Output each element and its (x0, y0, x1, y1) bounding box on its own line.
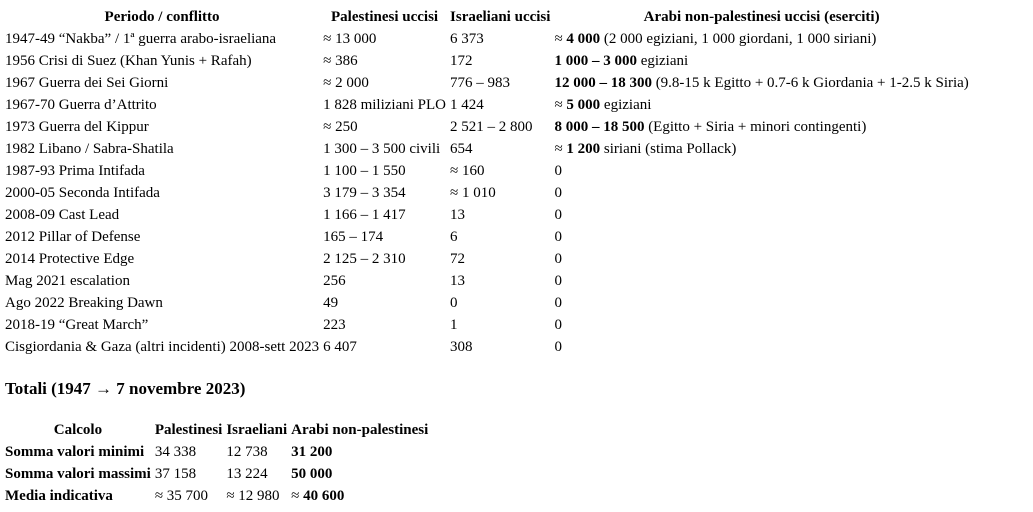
cell-israelis: 2 521 – 2 800 (450, 119, 533, 135)
cell-period: 1947-49 “Nakba” / 1ª guerra arabo-israeliana (5, 31, 277, 47)
totals-cell-israelis: 12 738 (226, 444, 268, 460)
cell-period: 2000-05 Seconda Intifada (5, 185, 160, 201)
cell-arabs-value: 1 200 (566, 141, 601, 157)
cell-arabs-prefix: ≈ (554, 97, 567, 113)
cell-arabs-value: 12 000 – 18 300 (554, 75, 652, 91)
totals-cell-label: Somma valori minimi (5, 444, 145, 460)
header-period: Periodo / conflitto (104, 9, 220, 25)
totals-row (3, 441, 430, 463)
table-header-row (3, 6, 971, 28)
cell-palestinians: ≈ 386 (323, 53, 358, 69)
cell-palestinians: ≈ 2 000 (323, 75, 369, 91)
cell-palestinians: 1 828 miliziani PLO (323, 97, 447, 113)
cell-arabs-detail: (9.8-15 k Egitto + 0.7-6 k Giordania + 1-2.5 k Siria) (651, 75, 969, 91)
table-row (3, 94, 971, 116)
totals-header-palestinians: Palestinesi (154, 422, 223, 438)
cell-arabs (552, 116, 970, 138)
header-arabs: Arabi non-palestinesi uccisi (eserciti) (643, 9, 880, 25)
totals-header-calc: Calcolo (53, 422, 103, 438)
table-row (3, 72, 971, 94)
table-row (3, 292, 971, 314)
cell-israelis: 0 (450, 295, 458, 311)
cell-arabs (552, 204, 970, 226)
totals-header-row (3, 419, 430, 441)
table-row (3, 270, 971, 292)
cell-period: 1967 Guerra dei Sei Giorni (5, 75, 169, 91)
cell-arabs (552, 226, 970, 248)
conflict-casualties-table (3, 6, 971, 358)
totals-cell-arabs-value: 50 000 (291, 466, 333, 482)
cell-period: Cisgiordania & Gaza (altri incidenti) 2008-sett 2023 (5, 339, 320, 355)
cell-arabs-detail: 0 (554, 185, 562, 201)
cell-israelis: 6 (450, 229, 458, 245)
cell-israelis: 172 (450, 53, 473, 69)
totals-cell-arabs (289, 463, 430, 485)
cell-palestinians: 223 (323, 317, 346, 333)
cell-israelis: 776 – 983 (450, 75, 511, 91)
cell-israelis: 1 (450, 317, 458, 333)
totals-cell-palestinians: 37 158 (154, 466, 197, 482)
cell-period: 1973 Guerra del Kippur (5, 119, 149, 135)
totals-header-arabs: Arabi non-palestinesi (291, 422, 429, 438)
cell-period: Mag 2021 escalation (5, 273, 130, 289)
cell-arabs-detail: 0 (554, 295, 562, 311)
cell-palestinians: 49 (323, 295, 339, 311)
table-row (3, 182, 971, 204)
cell-arabs-detail: 0 (554, 317, 562, 333)
totals-table (3, 419, 430, 507)
totals-cell-arabs-value: 31 200 (291, 444, 333, 460)
totals-row (3, 485, 430, 507)
cell-arabs-detail: 0 (554, 273, 562, 289)
cell-arabs (552, 182, 970, 204)
cell-arabs (552, 72, 970, 94)
cell-israelis: 72 (450, 251, 466, 267)
cell-period: 1956 Crisi di Suez (Khan Yunis + Rafah) (5, 53, 252, 69)
cell-arabs (552, 138, 970, 160)
cell-arabs (552, 270, 970, 292)
totals-rows (3, 441, 430, 507)
cell-period: 2008-09 Cast Lead (5, 207, 120, 223)
cell-arabs-value: 8 000 – 18 500 (554, 119, 645, 135)
cell-palestinians: ≈ 250 (323, 119, 358, 135)
cell-arabs-value: 1 000 – 3 000 (554, 53, 637, 69)
table-row (3, 336, 971, 358)
cell-period: 1987-93 Prima Intifada (5, 163, 145, 179)
cell-arabs-detail: siriani (stima Pollack) (600, 141, 737, 157)
table-row (3, 226, 971, 248)
header-israelis: Israeliani uccisi (450, 9, 551, 25)
cell-israelis: 13 (450, 207, 466, 223)
cell-israelis: ≈ 1 010 (450, 185, 496, 201)
totals-cell-israelis: 13 224 (226, 466, 268, 482)
cell-palestinians: 1 100 – 1 550 (323, 163, 406, 179)
totals-cell-label: Media indicativa (5, 488, 113, 504)
table-row (3, 204, 971, 226)
cell-arabs (552, 248, 970, 270)
cell-arabs-detail: 0 (554, 207, 562, 223)
cell-period: 2012 Pillar of Defense (5, 229, 141, 245)
cell-palestinians: ≈ 13 000 (323, 31, 377, 47)
table-row (3, 138, 971, 160)
cell-arabs-detail: 0 (554, 163, 562, 179)
cell-arabs-value: 5 000 (566, 97, 601, 113)
cell-arabs-detail: (Egitto + Siria + minori contingenti) (644, 119, 867, 135)
totals-row (3, 463, 430, 485)
table-row (3, 314, 971, 336)
cell-arabs (552, 314, 970, 336)
cell-palestinians: 6 407 (323, 339, 357, 355)
cell-arabs-prefix: ≈ (554, 141, 567, 157)
cell-arabs (552, 160, 970, 182)
cell-arabs-detail: (2 000 egiziani, 1 000 giordani, 1 000 siriani) (600, 31, 877, 47)
cell-period: 2018-19 “Great March” (5, 317, 149, 333)
totals-cell-label: Somma valori massimi (5, 466, 151, 482)
cell-arabs-detail: 0 (554, 251, 562, 267)
totals-cell-arabs (289, 441, 430, 463)
cell-period: 1982 Libano / Sabra-Shatila (5, 141, 174, 157)
cell-arabs (552, 50, 970, 72)
cell-palestinians: 256 (323, 273, 346, 289)
cell-period: 2014 Protective Edge (5, 251, 135, 267)
totals-cell-palestinians: 34 338 (154, 444, 197, 460)
cell-palestinians: 2 125 – 2 310 (323, 251, 406, 267)
cell-palestinians: 1 166 – 1 417 (323, 207, 406, 223)
cell-arabs-detail: egiziani (600, 97, 652, 113)
totals-cell-arabs (289, 485, 430, 507)
cell-arabs (552, 292, 970, 314)
cell-palestinians: 1 300 – 3 500 civili (323, 141, 441, 157)
cell-arabs-detail: 0 (554, 229, 562, 245)
totals-heading: Totali (1947 → 7 novembre 2023) (5, 379, 246, 398)
table-row (3, 28, 971, 50)
totals-cell-arabs-prefix: ≈ (291, 488, 304, 504)
cell-palestinians: 165 – 174 (323, 229, 384, 245)
table-row (3, 50, 971, 72)
cell-israelis: 6 373 (450, 31, 484, 47)
table-row (3, 160, 971, 182)
cell-israelis: 654 (450, 141, 473, 157)
totals-cell-palestinians: ≈ 35 700 (154, 488, 209, 504)
cell-arabs-detail: egiziani (636, 53, 689, 69)
cell-arabs-prefix: ≈ (554, 31, 567, 47)
table-row (3, 116, 971, 138)
cell-israelis: ≈ 160 (450, 163, 485, 179)
cell-period: Ago 2022 Breaking Dawn (5, 295, 163, 311)
table-row (3, 248, 971, 270)
cell-israelis: 13 (450, 273, 466, 289)
cell-arabs (552, 94, 970, 116)
totals-header-israelis: Israeliani (226, 422, 288, 438)
header-palestinians: Palestinesi uccisi (331, 9, 439, 25)
cell-arabs (552, 336, 970, 358)
totals-cell-arabs-value: 40 600 (303, 488, 345, 504)
cell-israelis: 308 (450, 339, 473, 355)
cell-arabs-detail: 0 (554, 339, 562, 355)
cell-period: 1967-70 Guerra d’Attrito (5, 97, 157, 113)
conflict-rows (3, 28, 971, 358)
cell-arabs (552, 28, 970, 50)
totals-cell-israelis: ≈ 12 980 (226, 488, 280, 504)
cell-israelis: 1 424 (450, 97, 484, 113)
cell-arabs-value: 4 000 (566, 31, 601, 47)
cell-palestinians: 3 179 – 3 354 (323, 185, 406, 201)
